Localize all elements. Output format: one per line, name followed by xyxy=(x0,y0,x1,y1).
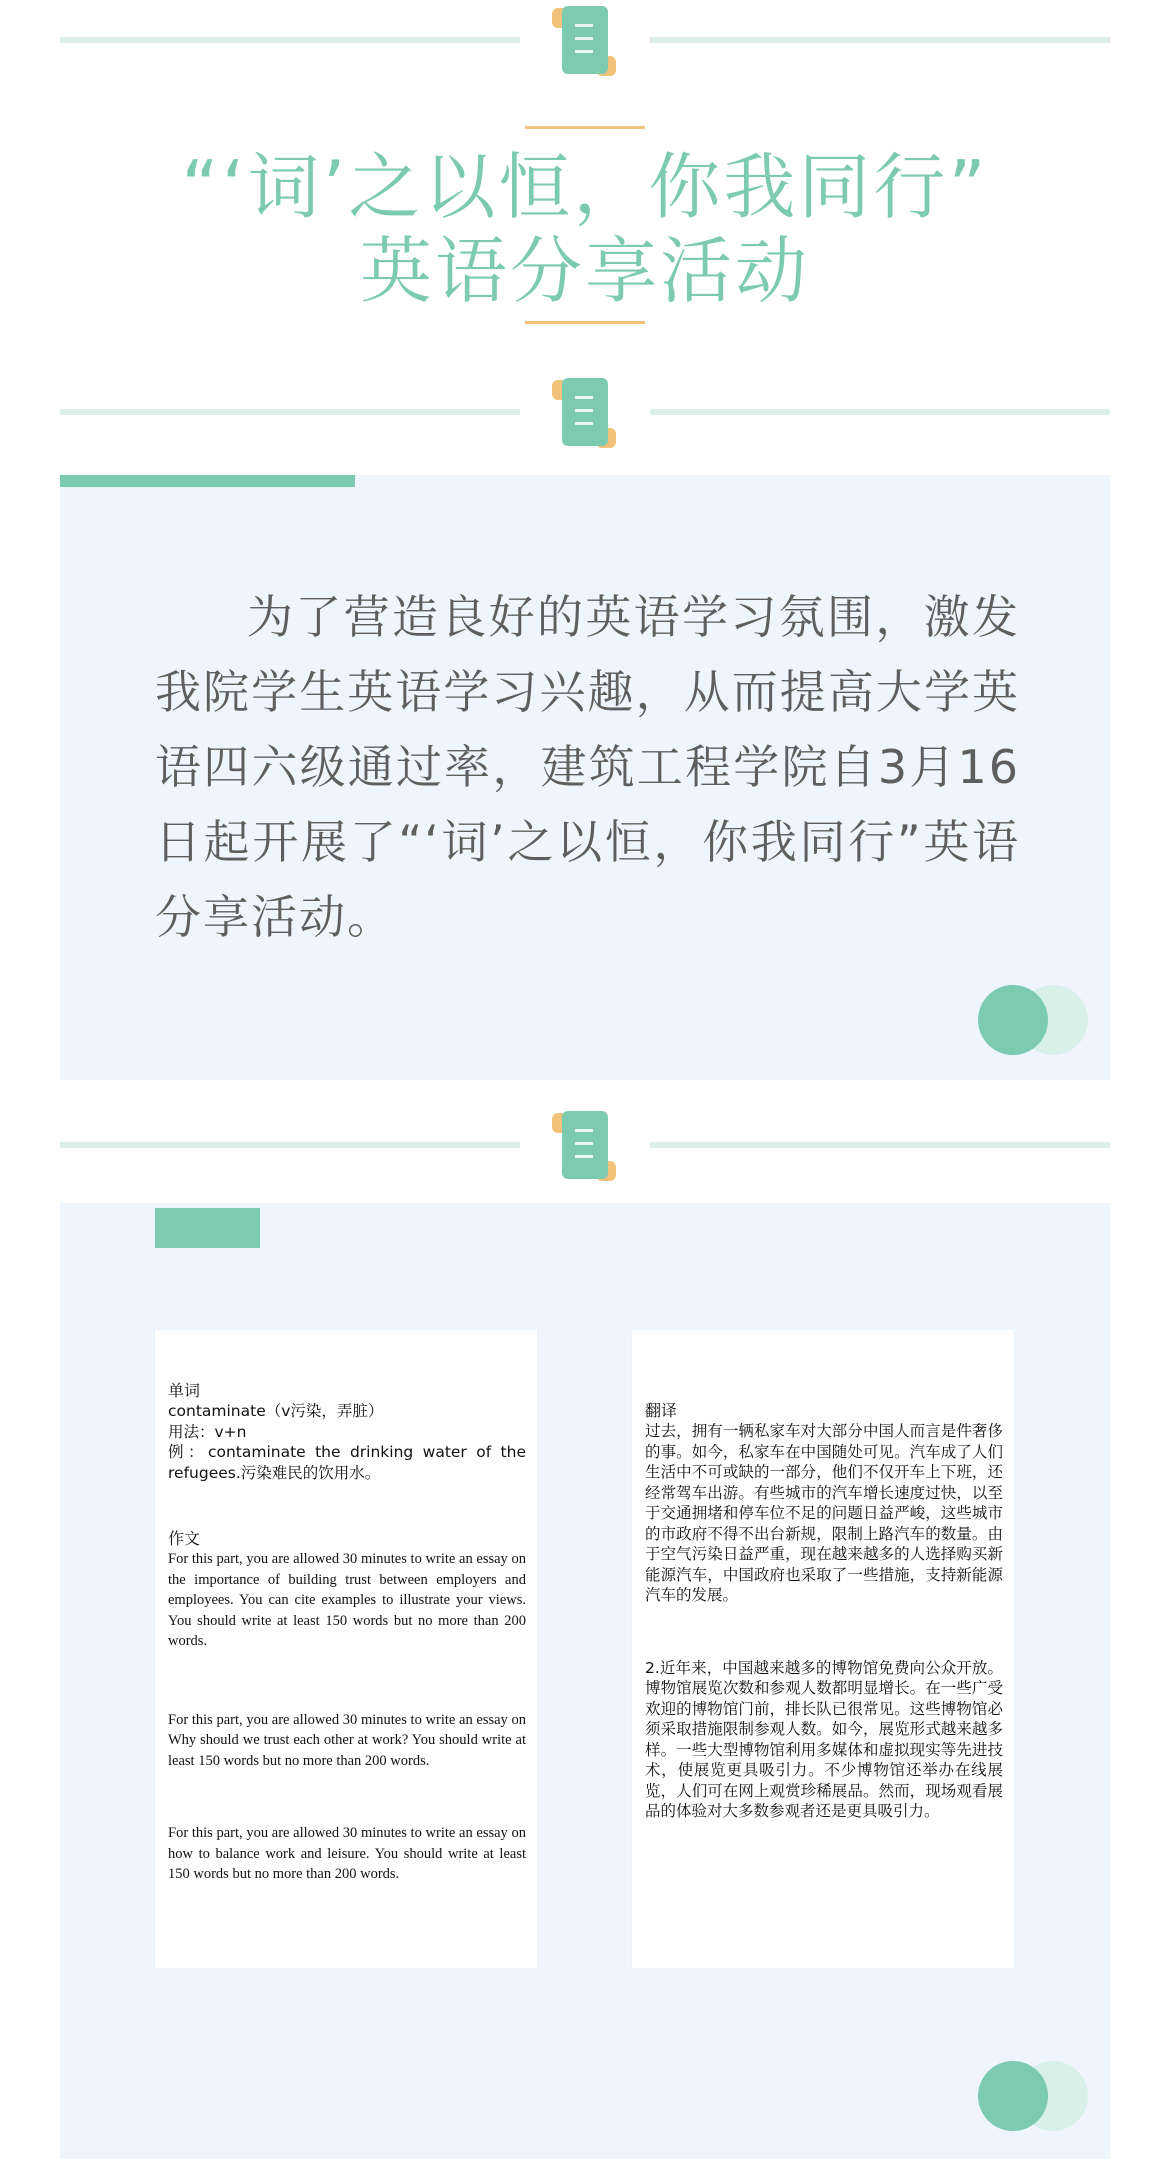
divider-line-left xyxy=(60,1142,520,1148)
section-divider xyxy=(60,372,1110,462)
vocab-word: contaminate（v污染，弄脏） xyxy=(168,1402,384,1420)
divider-line-left xyxy=(60,37,520,43)
scroll-icon xyxy=(550,1105,620,1195)
vocab-example: 例：contaminate the drinking water of the refugees.污染难民的饮用水。 xyxy=(168,1443,526,1482)
divider-line-right xyxy=(650,409,1110,415)
vocab-heading: 单词 xyxy=(168,1381,201,1400)
translation-2: 2.近年来，中国越来越多的博物馆免费向公众开放。博物馆展览次数和参观人数都明显增长。在一些广受欢迎的博物馆门前，排长队已很常见。这些博物馆必须采取措施限制参观人数。如今，展览形式越来越多样。一些大型博物馆利用多媒体和虚拟现实等先进技术，使展览更具吸引力。不少博物馆还举办在线展览，人们可在网上观赏珍稀展品。然而，现场观看展品的体验对大多数参观者还是更具吸引力。 xyxy=(645,1658,1003,1820)
translation-heading: 翻译 xyxy=(645,1401,678,1420)
section-divider xyxy=(60,1105,1110,1195)
page-title xyxy=(0,145,1170,313)
document-image-left xyxy=(155,1330,537,1968)
section-divider xyxy=(60,0,1110,90)
essay-prompt-2: For this part, you are allowed 30 minutes to write an essay on Why should we trust each other at work? You should write at least 150 words but no more than 200 words. xyxy=(168,1711,526,1769)
dot-dark xyxy=(978,2061,1048,2131)
essay-prompt-1: For this part, you are allowed 30 minutes to write an essay on the importance of building trust between employers and employees. You can cite examples to illustrate your views. You should write at least 150 words but no more than 200 words. xyxy=(168,1551,526,1649)
dots-decoration xyxy=(978,2061,1088,2131)
card-tab xyxy=(155,1208,260,1248)
intro-paragraph: 为了营造良好的英语学习氛围，激发我院学生英语学习兴趣，从而提高大学英语四六级通过率，建筑工程学院自3月16日起开展了“‘词’之以恒，你我同行”英语分享活动。 xyxy=(155,590,1020,944)
card-accent-bar xyxy=(60,475,355,487)
dots-decoration xyxy=(978,985,1088,1055)
document-content xyxy=(168,1380,526,1885)
divider-line-right xyxy=(650,37,1110,43)
divider-line-left xyxy=(60,409,520,415)
document-image-right xyxy=(632,1330,1014,1968)
documents-card xyxy=(60,1203,1110,2159)
title-line-2: 英语分享活动 xyxy=(359,229,810,313)
divider-line-right xyxy=(650,1142,1110,1148)
title-rule-top xyxy=(525,126,645,129)
essay-heading: 作文 xyxy=(168,1529,201,1548)
intro-card xyxy=(60,475,1110,1080)
title-rule-bottom xyxy=(525,321,645,324)
title-line-1: “‘词’之以恒，你我同行” xyxy=(181,145,989,229)
essay-prompt-3: For this part, you are allowed 30 minutes to write an essay on how to balance work and leisure. You should write at least 150 words but no more than 200 words. xyxy=(168,1825,526,1882)
scroll-icon xyxy=(550,372,620,462)
dot-dark xyxy=(978,985,1048,1055)
vocab-usage: 用法：v+n xyxy=(168,1422,247,1441)
document-content xyxy=(645,1400,1003,1822)
scroll-icon xyxy=(550,0,620,90)
translation-1: 过去，拥有一辆私家车对大部分中国人而言是件奢侈的事。如今，私家车在中国随处可见。汽车成了人们生活中不可或缺的一部分，他们不仅开车上下班，还经常驾车出游。有些城市的汽车增长速度过快，以至于交通拥堵和停车位不足的问题日益严峻，这些城市的市政府不得不出台新规，限制上路汽车的数量。由于空气污染日益严重，现在越来越多的人选择购买新能源汽车，中国政府也采取了一些措施，支持新能源汽车的发展。 xyxy=(645,1422,1003,1604)
